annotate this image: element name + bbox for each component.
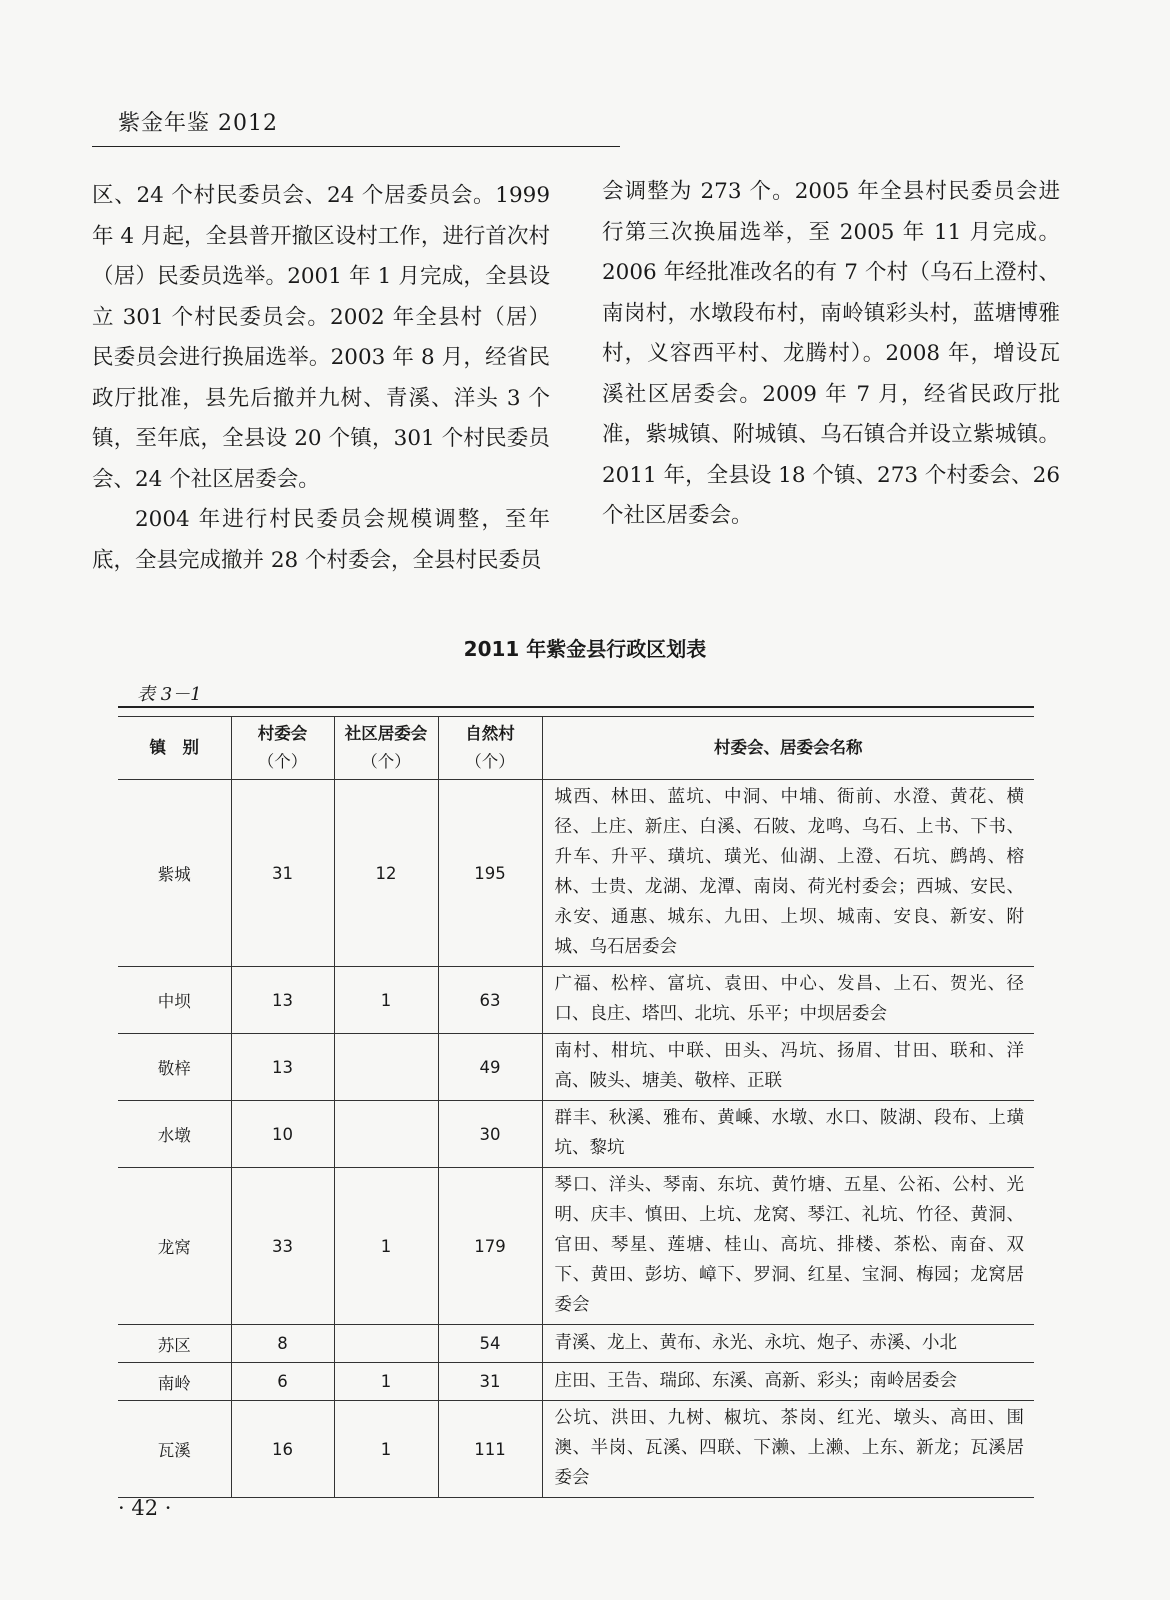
town-cell: 苏区 <box>118 1325 231 1363</box>
header-names: 村委会、居委会名称 <box>542 717 1034 780</box>
committee-names: 群丰、秋溪、雅布、黄嵊、水墩、水口、陂湖、段布、上璜坑、黎坑 <box>542 1101 1034 1168</box>
village-committee-count: 33 <box>231 1168 334 1325</box>
table-row <box>118 1168 1034 1325</box>
natural-village-count: 49 <box>438 1034 542 1101</box>
committee-names: 琴口、洋头、琴南、东坑、黄竹塘、五星、公祏、公村、光明、庆丰、慎田、上坑、龙窝、琴江、礼坑、竹径、黄洞、官田、琴星、莲塘、桂山、高坑、排楼、茶松、南奋、双下、黄田、彭坊、嶂下、罗洞、红星、宝洞、梅园；龙窝居委会 <box>542 1168 1034 1325</box>
community-committee-count <box>334 1101 438 1168</box>
header-unit: （个） <box>465 752 515 771</box>
header-rule <box>92 146 620 147</box>
paragraph: 会调整为 273 个。2005 年全县村民委员会进行第三次换届选举，至 2005 年 11 月完成。2006 年经批准改名的有 7 个村（乌石上澄村、南岗村，水墩段布村，南岭镇彩头村，蓝塘博雅村，义容西平村、龙腾村）。2008 年，增设瓦溪社区居委会。2009 年 7 月，经省民政厅批准，紫城镇、附城镇、乌石镇合并设立紫城镇。2011 年，全县设 18 个镇、273 个村委会、26 个社区居委会。 <box>602 179 1060 528</box>
header-community-committees <box>334 717 438 780</box>
paragraph: 区、24 个村民委员会、24 个居委员会。1999 年 4 月起，全县普开撤区设村工作，进行首次村（居）民委员选举。2001 年 1 月完成，全县设立 301 个村民委员会。2002 年全县村（居）民委员会进行换届选举。2003 年 8 月，经省民政厅批准，县先后撤并九树、青溪、洋头 3 个镇，至年底，全县设 20 个镇，301 个村民委员会、24 个社区居委会。 <box>92 183 550 492</box>
natural-village-count: 31 <box>438 1363 542 1401</box>
town-cell: 瓦溪 <box>118 1401 231 1498</box>
table-row <box>118 1034 1034 1101</box>
community-committee-count: 1 <box>334 1168 438 1325</box>
header-unit: （个） <box>361 752 411 771</box>
community-committee-count <box>334 1325 438 1363</box>
header-label: 村委会 <box>257 724 308 743</box>
village-committee-count: 16 <box>231 1401 334 1498</box>
header-unit: （个） <box>257 752 308 771</box>
natural-village-count: 179 <box>438 1168 542 1325</box>
town-cell: 敬梓 <box>118 1034 231 1101</box>
community-committee-count <box>334 1034 438 1101</box>
natural-village-count: 30 <box>438 1101 542 1168</box>
committee-names: 公坑、洪田、九树、椒坑、茶岗、红光、墩头、高田、围澳、半岗、瓦溪、四联、下濑、上濑、上东、新龙；瓦溪居委会 <box>542 1401 1034 1498</box>
community-committee-count: 12 <box>334 780 438 967</box>
table-top-rule <box>118 706 1034 708</box>
right-column <box>602 172 1060 537</box>
table-number: 表 3－1 <box>137 684 202 705</box>
village-committee-count: 31 <box>231 780 334 967</box>
town-cell: 紫城 <box>118 780 231 967</box>
header-village-committees <box>231 717 334 780</box>
town-cell: 水墩 <box>118 1101 231 1168</box>
natural-village-count: 54 <box>438 1325 542 1363</box>
table-row <box>118 1325 1034 1363</box>
village-committee-count: 8 <box>231 1325 334 1363</box>
table-row <box>118 967 1034 1034</box>
admin-division-table <box>118 716 1034 1498</box>
village-committee-count: 13 <box>231 967 334 1034</box>
table-row <box>118 1363 1034 1401</box>
natural-village-count: 63 <box>438 967 542 1034</box>
table-row <box>118 1401 1034 1498</box>
natural-village-count: 195 <box>438 780 542 967</box>
village-committee-count: 10 <box>231 1101 334 1168</box>
table-row <box>118 780 1034 967</box>
committee-names: 庄田、王告、瑞邱、东溪、高新、彩头；南岭居委会 <box>542 1363 1034 1401</box>
header-town: 镇 别 <box>118 717 231 780</box>
committee-names: 南村、柑坑、中联、田头、冯坑、扬眉、甘田、联和、洋高、陂头、塘美、敬梓、正联 <box>542 1034 1034 1101</box>
community-committee-count: 1 <box>334 1401 438 1498</box>
village-committee-count: 13 <box>231 1034 334 1101</box>
community-committee-count: 1 <box>334 1363 438 1401</box>
table-row <box>118 1101 1034 1168</box>
table-header-row <box>118 717 1034 780</box>
committee-names: 青溪、龙上、黄布、永光、永坑、炮子、赤溪、小北 <box>542 1325 1034 1363</box>
town-cell: 中坝 <box>118 967 231 1034</box>
left-column <box>92 176 550 581</box>
committee-names: 城西、林田、蓝坑、中洞、中埔、衙前、水澄、黄花、横径、上庄、新庄、白溪、石陂、龙鸣、乌石、上书、下书、升车、升平、璜坑、璜光、仙湖、上澄、石坑、鹧鸪、榕林、士贵、龙湖、龙潭、南岗、荷光村委会；西城、安民、永安、通惠、城东、九田、上坝、城南、安良、新安、附城、乌石居委会 <box>542 780 1034 967</box>
town-cell: 龙窝 <box>118 1168 231 1325</box>
community-committee-count: 1 <box>334 967 438 1034</box>
paragraph: 2004 年进行村民委员会规模调整，至年底，全县完成撤并 28 个村委会，全县村民委员 <box>92 507 550 573</box>
village-committee-count: 6 <box>231 1363 334 1401</box>
committee-names: 广福、松梓、富坑、袁田、中心、发昌、上石、贺光、径口、良庄、塔凹、北坑、乐平；中坝居委会 <box>542 967 1034 1034</box>
header-natural-villages <box>438 717 542 780</box>
natural-village-count: 111 <box>438 1401 542 1498</box>
page-number: · 42 · <box>118 1496 172 1520</box>
running-title: 紫金年鉴 2012 <box>118 111 278 136</box>
town-cell: 南岭 <box>118 1363 231 1401</box>
table-title: 2011 年紫金县行政区划表 <box>463 637 707 661</box>
header-label: 社区居委会 <box>344 724 428 743</box>
header-label: 自然村 <box>465 724 515 743</box>
